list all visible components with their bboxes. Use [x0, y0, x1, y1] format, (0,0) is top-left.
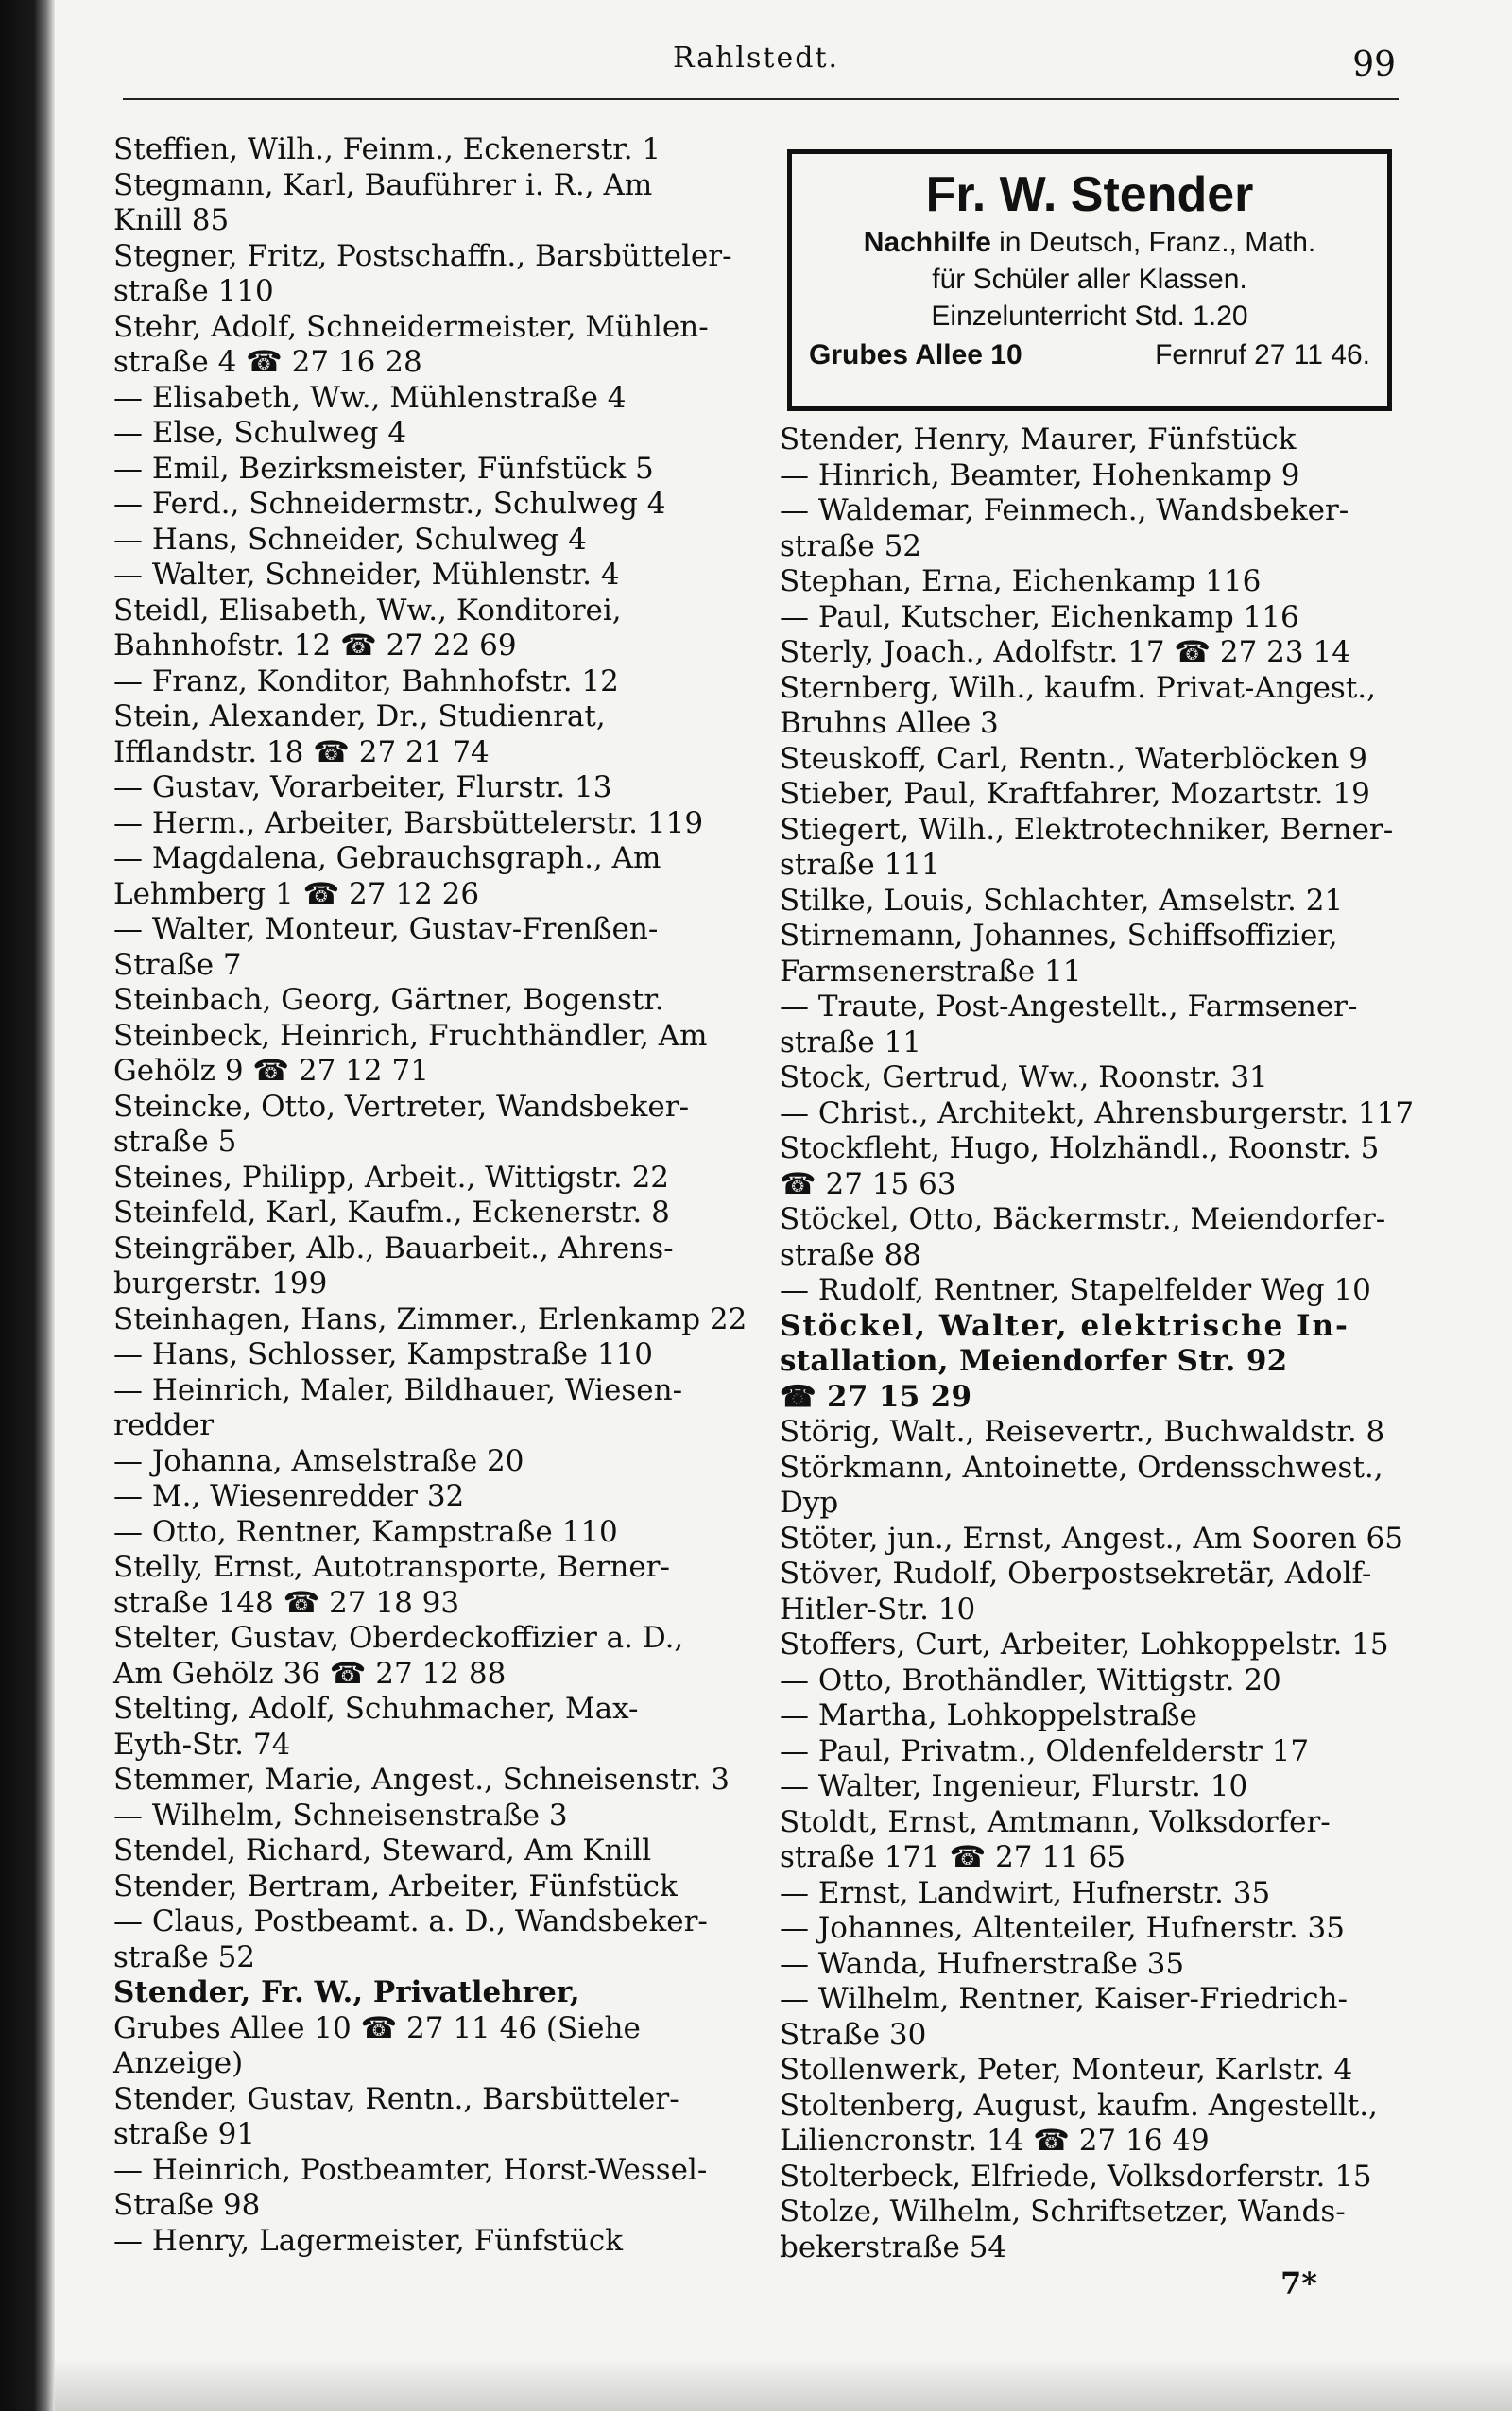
entry-line: Steidl, Elisabeth, Ww., Konditorei,: [113, 593, 622, 628]
entry-line: Stemmer, Marie, Angest., Schneisenstr. 3: [113, 1763, 730, 1797]
directory-entry: [780, 1698, 1408, 1734]
directory-entry: [113, 664, 737, 700]
directory-entry: [780, 884, 1408, 920]
directory-entry: [113, 1090, 737, 1161]
advertisement-contact: [792, 336, 1387, 374]
directory-entry: [780, 1769, 1408, 1805]
entry-line: — Wilhelm, Rentner, Kaiser-Friedrich-: [780, 1982, 1348, 2016]
entry-line: — Gustav, Vorarbeiter, Flurstr. 13: [113, 770, 612, 804]
entry-line: — Waldemar, Feinmech., Wandsbeker-: [780, 493, 1349, 527]
entry-line: Stelly, Ernst, Autotransporte, Berner-: [113, 1550, 670, 1584]
directory-entry: [113, 487, 737, 523]
entry-line: — Hans, Schneider, Schulweg 4: [113, 522, 587, 557]
directory-entry: [780, 1522, 1408, 1558]
entry-line: — Else, Schulweg 4: [113, 416, 407, 450]
entry-line: Stoltenberg, August, kaufm. Angestellt.,: [780, 2088, 1378, 2123]
entry-line: Stilke, Louis, Schlachter, Amselstr. 21: [780, 883, 1344, 918]
directory-entry: [113, 239, 737, 310]
entry-line: Bruhns Allee 3: [780, 706, 999, 740]
entry-line: — Johannes, Altenteiler, Hufnerstr. 35: [780, 1911, 1345, 1945]
entry-line: — Franz, Konditor, Bahnhofstr. 12: [113, 663, 619, 698]
entry-line: — Christ., Architekt, Ahrensburgerstr. 117: [780, 1095, 1415, 1130]
entry-line: Steines, Philipp, Arbeit., Wittigstr. 22: [113, 1160, 670, 1195]
directory-entry: [780, 1982, 1408, 2053]
directory-entry: [780, 1415, 1408, 1451]
entry-line: Störig, Walt., Reisevertr., Buchwaldstr. 8: [780, 1415, 1385, 1449]
entry-line: straße 171 ☎ 27 11 65: [780, 1840, 1126, 1874]
entry-line: Am Gehölz 36 ☎ 27 12 88: [113, 1656, 507, 1691]
entry-line: ☎ 27 15 29: [780, 1379, 972, 1414]
entry-line: burgerstr. 199: [113, 1266, 328, 1300]
entry-line: — Heinrich, Postbeamter, Horst-Wessel-: [113, 2152, 708, 2187]
entry-line: Stender, Bertram, Arbeiter, Fünfstück: [113, 1869, 678, 1903]
directory-entry: [780, 1309, 1408, 1416]
directory-entry: [780, 458, 1408, 494]
entry-line: Stein, Alexander, Dr., Studienrat,: [113, 699, 606, 733]
entry-line: — Herm., Arbeiter, Barsbüttelerstr. 119: [113, 805, 704, 840]
entry-line: Stegmann, Karl, Bauführer i. R., Am: [113, 167, 653, 202]
entry-line: — Henry, Lagermeister, Fünfstück: [113, 2223, 624, 2258]
entry-line: — Paul, Kutscher, Eichenkamp 116: [780, 599, 1299, 634]
directory-entry: [113, 2153, 737, 2224]
entry-line: — Ferd., Schneidermstr., Schulweg 4: [113, 487, 666, 521]
directory-entry: [780, 1627, 1408, 1663]
directory-entry: [113, 523, 737, 559]
directory-entry: [113, 912, 737, 983]
page-number: 99: [1352, 45, 1396, 84]
entry-line: stallation, Meiendorfer Str. 92: [780, 1344, 1288, 1378]
advertisement-line-3: Einzelunterricht Std. 1.20: [931, 301, 1248, 332]
entry-line: Stoffers, Curt, Arbeiter, Lohkoppelstr. 15: [780, 1627, 1389, 1662]
directory-entry: [113, 168, 737, 239]
page-header-title: Rahlstedt.: [672, 42, 840, 75]
entry-line: — M., Wiesenredder 32: [113, 1479, 465, 1513]
entry-line: Stoldt, Ernst, Amtmann, Volksdorfer-: [780, 1804, 1331, 1839]
directory-entry: [780, 493, 1408, 564]
entry-line: Stock, Gertrud, Ww., Roonstr. 31: [780, 1060, 1268, 1094]
directory-entry: [113, 1621, 737, 1692]
directory-entry: [113, 1975, 737, 2082]
entry-line: — Otto, Rentner, Kampstraße 110: [113, 1514, 618, 1549]
entry-line: straße 148 ☎ 27 18 93: [113, 1585, 460, 1620]
directory-entry: [113, 2082, 737, 2153]
directory-entry: [780, 1947, 1408, 1983]
directory-entry: [780, 1663, 1408, 1699]
advertisement-line-1: [792, 224, 1387, 261]
entry-line: — Elisabeth, Ww., Mühlenstraße 4: [113, 380, 627, 415]
directory-entry: [780, 813, 1408, 884]
directory-entry: [113, 1301, 747, 1338]
entry-line: Steinbeck, Heinrich, Fruchthändler, Am: [113, 1018, 708, 1053]
directory-entry: [113, 1019, 737, 1090]
entry-line: Stockfleht, Hugo, Holzhändl., Roonstr. 5: [780, 1131, 1380, 1165]
directory-entry: [780, 422, 1408, 458]
entry-line: Hitler-Str. 10: [780, 1592, 976, 1627]
directory-entry: [113, 841, 737, 912]
directory-entry: [113, 1444, 737, 1480]
entry-line: Gehölz 9 ☎ 27 12 71: [113, 1054, 429, 1088]
directory-entry: [113, 1550, 737, 1621]
directory-entry: [113, 1515, 737, 1551]
directory-entry: [780, 2195, 1408, 2265]
entry-line: — Wilhelm, Schneisenstraße 3: [113, 1798, 568, 1833]
entry-line: — Hinrich, Beamter, Hohenkamp 9: [780, 457, 1300, 492]
entry-line: — Ernst, Landwirt, Hufnerstr. 35: [780, 1875, 1271, 1910]
directory-entry: [780, 919, 1408, 990]
entry-line: Straße 98: [113, 2188, 261, 2222]
entry-line: Grubes Allee 10 ☎ 27 11 46 (Siehe: [113, 2010, 641, 2045]
directory-entry: [113, 983, 737, 1019]
directory-entry: [113, 381, 737, 417]
directory-entry: [780, 1734, 1408, 1770]
advertisement-address: Grubes Allee 10: [809, 339, 1022, 370]
entry-line: Farmsenerstraße 11: [780, 954, 1082, 989]
header-rule: [123, 98, 1399, 100]
entry-line: ☎ 27 15 63: [780, 1166, 956, 1201]
entry-line: — Emil, Bezirksmeister, Fünfstück 5: [113, 451, 654, 486]
entry-line: Stirnemann, Johannes, Schiffsoffizier,: [780, 919, 1338, 953]
binding-edge: [0, 0, 55, 2411]
entry-line: Stender, Fr. W., Privatlehrer,: [113, 1975, 580, 2009]
entry-line: — Traute, Post-Angestellt., Farmsener-: [780, 990, 1358, 1024]
entry-line: Ifflandstr. 18 ☎ 27 21 74: [113, 734, 490, 769]
directory-entry: [113, 1337, 737, 1373]
directory-entry: [113, 1373, 737, 1444]
entry-line: — Wanda, Hufnerstraße 35: [780, 1946, 1185, 1981]
directory-entry: [113, 1763, 737, 1799]
directory-entry: [780, 1557, 1408, 1627]
advertisement-line-2: für Schüler aller Klassen.: [932, 264, 1247, 295]
directory-entry: [780, 1451, 1408, 1522]
directory-entry: [113, 452, 737, 488]
directory-entry: [113, 2224, 737, 2260]
entry-line: Straße 30: [780, 2017, 927, 2052]
directory-entry: [113, 1904, 737, 1975]
entry-line: Anzeige): [113, 2046, 244, 2080]
advertisement-name: Fr. W. Stender: [925, 167, 1254, 222]
entry-line: Stehr, Adolf, Schneidermeister, Mühlen-: [113, 309, 709, 344]
entry-line: Steinhagen, Hans, Zimmer., Erlenkamp 22: [113, 1301, 747, 1336]
entry-line: Bahnhofstr. 12 ☎ 27 22 69: [113, 629, 517, 663]
entry-line: Steffien, Wilh., Feinm., Eckenerstr. 1: [113, 132, 662, 166]
signature-mark: 7*: [1280, 2265, 1317, 2301]
entry-line: Steinfeld, Karl, Kaufm., Eckenerstr. 8: [113, 1196, 670, 1230]
directory-entry: [113, 1479, 737, 1515]
entry-line: — Otto, Brothändler, Wittigstr. 20: [780, 1662, 1281, 1697]
entry-line: straße 91: [113, 2117, 256, 2151]
entry-line: Stöckel, Otto, Bäckermstr., Meiendorfer-: [780, 1202, 1386, 1236]
directory-entry: [113, 310, 737, 381]
directory-entry: [780, 1095, 1415, 1132]
entry-line: Stender, Gustav, Rentn., Barsbütteler-: [113, 2081, 679, 2116]
entry-line: — Hans, Schlosser, Kampstraße 110: [113, 1337, 654, 1371]
entry-line: Knill 85: [113, 203, 230, 237]
entry-line: — Paul, Privatm., Oldenfelderstr 17: [780, 1733, 1310, 1768]
entry-line: Stelting, Adolf, Schuhmacher, Max-: [113, 1692, 639, 1726]
entry-line: straße 52: [780, 528, 922, 563]
entry-line: Stollenwerk, Peter, Monteur, Karlstr. 4: [780, 2053, 1353, 2087]
advertisement-phone: Fernruf 27 11 46.: [1155, 339, 1370, 370]
entry-line: Dyp: [780, 1486, 839, 1520]
entry-line: Stender, Henry, Maurer, Fünfstück: [780, 422, 1297, 456]
right-column: [780, 422, 1415, 2265]
entry-line: Stelter, Gustav, Oberdeckoffizier a. D.,: [113, 1621, 684, 1655]
directory-entry: [780, 1060, 1408, 1096]
directory-entry: [113, 594, 737, 664]
entry-line: Sternberg, Wilh., kaufm. Privat-Angest.,: [780, 670, 1377, 705]
entry-line: bekerstraße 54: [780, 2230, 1007, 2265]
entry-line: redder: [113, 1408, 215, 1442]
entry-line: Stöver, Rudolf, Oberpostsekretär, Adolf-: [780, 1557, 1372, 1591]
entry-line: — Heinrich, Maler, Bildhauer, Wiesen-: [113, 1372, 683, 1407]
directory-entry: [780, 2160, 1408, 2196]
directory-entry: [113, 1196, 737, 1231]
entry-line: Steingräber, Alb., Bauarbeit., Ahrens-: [113, 1231, 674, 1266]
directory-entry: [113, 1231, 737, 1302]
directory-entry: [780, 600, 1408, 636]
entry-line: — Walter, Schneider, Mühlenstr. 4: [113, 558, 620, 592]
entry-line: Stegner, Fritz, Postschaffn., Barsbütteler-: [113, 238, 732, 273]
entry-line: — Walter, Ingenieur, Flurstr. 10: [780, 1769, 1248, 1803]
directory-entry: [780, 1131, 1408, 1202]
directory-entry: [780, 671, 1408, 742]
directory-entry: [113, 1869, 737, 1905]
entry-line: straße 88: [780, 1237, 922, 1272]
directory-entry: [113, 1692, 737, 1763]
entry-line: Störkmann, Antoinette, Ordensschwest.,: [780, 1450, 1383, 1485]
directory-entry: [113, 132, 737, 168]
entry-line: — Johanna, Amselstraße 20: [113, 1443, 524, 1478]
entry-line: Stendel, Richard, Steward, Am Knill: [113, 1834, 652, 1868]
entry-line: — Rudolf, Rentner, Stapelfelder Weg 10: [780, 1273, 1371, 1307]
directory-entry: [780, 742, 1408, 778]
directory-entry: [113, 416, 737, 452]
entry-line: Stolterbeck, Elfriede, Volksdorferstr. 15: [780, 2159, 1372, 2194]
entry-line: Stolze, Wilhelm, Schriftsetzer, Wands-: [780, 2195, 1346, 2229]
advertisement-line-1-bold: Nachhilfe: [863, 227, 991, 258]
left-column: [113, 132, 747, 2259]
directory-entry: [780, 635, 1408, 671]
entry-line: Eyth-Str. 74: [113, 1727, 291, 1762]
advertisement-box: [787, 149, 1392, 411]
directory-entry: [113, 699, 737, 770]
entry-line: straße 4 ☎ 27 16 28: [113, 345, 422, 379]
entry-line: straße 52: [113, 1939, 256, 1974]
entry-line: Straße 7: [113, 947, 242, 982]
entry-line: Steincke, Otto, Vertreter, Wandsbeker-: [113, 1089, 690, 1124]
entry-line: straße 11: [780, 1025, 922, 1059]
directory-entry: [113, 1799, 737, 1834]
directory-entry: [780, 1273, 1408, 1309]
entry-line: straße 110: [113, 274, 274, 308]
page-shadow: [55, 2359, 1512, 2411]
entry-line: — Walter, Monteur, Gustav-Frenßen-: [113, 912, 659, 946]
directory-entry: [113, 770, 737, 806]
directory-entry: [780, 990, 1408, 1060]
directory-entry: [113, 558, 737, 594]
entry-line: straße 5: [113, 1125, 237, 1159]
entry-line: straße 111: [780, 848, 940, 882]
directory-entry: [780, 1805, 1408, 1876]
directory-entry: [780, 2053, 1408, 2089]
directory-entry: [780, 1202, 1408, 1273]
entry-line: — Martha, Lohkoppelstraße: [780, 1698, 1197, 1732]
directory-entry: [780, 1911, 1408, 1947]
entry-line: Stiegert, Wilh., Elektrotechniker, Berner-: [780, 812, 1394, 847]
directory-entry: [113, 806, 737, 842]
directory-entry: [113, 1161, 737, 1197]
advertisement-line-1-rest: in Deutsch, Franz., Math.: [990, 227, 1316, 258]
directory-entry: [780, 2089, 1408, 2160]
directory-entry: [780, 777, 1408, 813]
entry-line: — Claus, Postbeamt. a. D., Wandsbeker-: [113, 1904, 708, 1938]
directory-entry: [780, 564, 1408, 600]
entry-line: Sterly, Joach., Adolfstr. 17 ☎ 27 23 14: [780, 635, 1350, 669]
entry-line: Steinbach, Georg, Gärtner, Bogenstr.: [113, 983, 664, 1017]
entry-line: Liliencronstr. 14 ☎ 27 16 49: [780, 2124, 1210, 2158]
directory-entry: [780, 1876, 1408, 1912]
entry-line: — Magdalena, Gebrauchsgraph., Am: [113, 841, 662, 875]
entry-line: Steuskoff, Carl, Rentn., Waterblöcken 9: [780, 741, 1367, 776]
entry-line: Stöckel, Walter, elektrische In-: [780, 1308, 1349, 1343]
entry-line: Stieber, Paul, Kraftfahrer, Mozartstr. 19: [780, 777, 1370, 811]
entry-line: Stöter, jun., Ernst, Angest., Am Sooren 65: [780, 1521, 1403, 1556]
entry-line: Lehmberg 1 ☎ 27 12 26: [113, 876, 480, 911]
directory-entry: [113, 1834, 737, 1869]
entry-line: Stephan, Erna, Eichenkamp 116: [780, 564, 1262, 598]
